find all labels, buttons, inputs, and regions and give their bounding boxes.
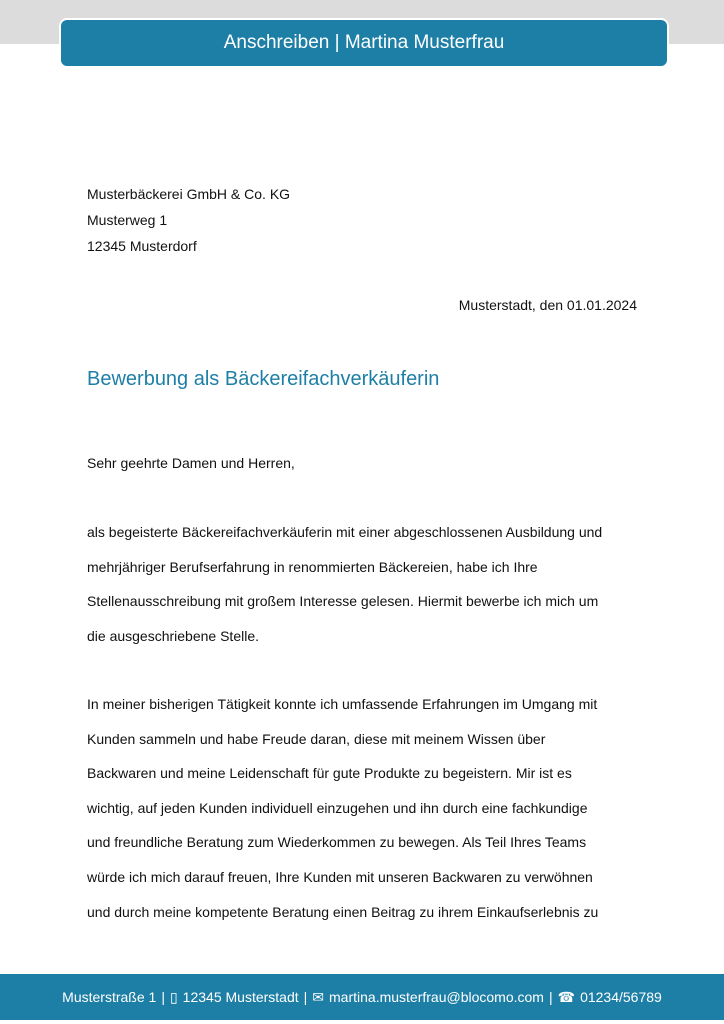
paragraph-line: Backwaren und meine Leidenschaft für gute Produkte zu begeistern. Mir ist es [87,765,572,782]
paragraph-line: und durch meine kompetente Beratung einen Beitrag zu ihrem Einkaufserlebnis zu [87,903,599,920]
paragraph-line: In meiner bisherigen Tätigkeit konnte ich umfassende Erfahrungen im Umgang mit [87,696,598,712]
salutation: Sehr geehrte Damen und Herren, [87,455,295,471]
paragraph-line: Stellenausschreibung mit großem Interesse gelesen. Hiermit bewerbe ich mich um [87,593,599,610]
footer-separator: | [161,989,165,1005]
phone-icon: ☎ [557,988,576,1005]
footer-phone: 01234/56789 [580,989,662,1005]
recipient-city: 12345 Musterdorf [87,238,197,254]
paragraph-line: wichtig, auf jeden Kunden individuell einzugehen und ihn durch eine fachkundige [87,799,588,816]
footer-city: 12345 Musterstadt [182,989,299,1005]
recipient-company: Musterbäckerei GmbH & Co. KG [87,186,291,202]
location-icon: ▯ [169,988,178,1005]
footer-street: Musterstraße 1 [62,989,157,1005]
paragraph-line: und freundliche Beratung zum Wiederkommen zu bewegen. Als Teil Ihres Teams [87,834,587,851]
paragraph-2 [87,687,647,929]
recipient-address [87,181,290,259]
subject-line: Bewerbung als Bäckereifachverkäuferin [87,368,440,390]
paragraph-line: die ausgeschriebene Stelle. [87,627,260,644]
paragraph-line: würde ich mich darauf freuen, Ihre Kunden mit unseren Backwaren zu verwöhnen [87,868,593,885]
paragraph-line: mehrjähriger Berufserfahrung in renommierten Bäckereien, habe ich Ihre [87,558,538,575]
paragraph-line: als begeisterte Bäckereifachverkäuferin mit einer abgeschlossenen Ausbildung und [87,524,603,540]
recipient-street: Musterweg 1 [87,212,168,228]
footer-contact-bar [0,974,724,1020]
footer-separator: | [303,989,308,1005]
envelope-icon: ✉ [312,988,325,1005]
paragraph-line: Kunden sammeln und habe Freude daran, diese mit meinem Wissen über [87,730,546,747]
document-title: Anschreiben | Martina Musterfrau [223,32,505,53]
footer-separator: | [548,989,553,1005]
date-line: Musterstadt, den 01.01.2024 [458,297,637,313]
paragraph-1 [87,515,647,653]
header-bar [61,20,667,66]
footer-email[interactable]: martina.musterfrau@blocomo.com [329,989,544,1005]
